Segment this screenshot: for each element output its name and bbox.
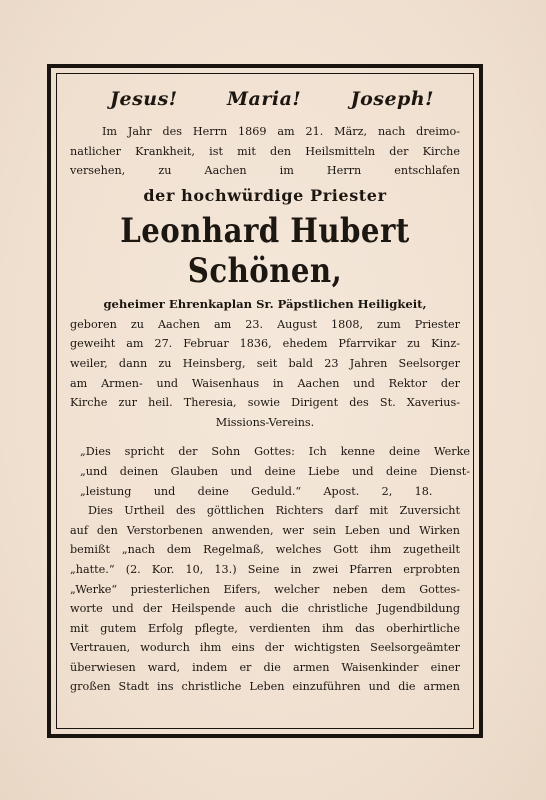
quote-line: „leistung und deine Geduld.“ Apost. 2, 18. [80,484,433,498]
eulogy-line: großen Stadt ins christliche Leben einzuführen und die armen [70,680,460,694]
invocation-jesus: Jesus! [110,88,178,110]
eulogy-line: auf den Verstorbenen anwenden, wer sein Leben und Wirken [70,523,460,537]
invocation-maria: Maria! [227,88,302,110]
deceased-name: Leonhard Hubert Schönen, [120,210,410,291]
quote-line: „und deinen Glauben und deine Liebe und deine Dienst- [80,464,470,478]
eulogy-paragraph [70,501,460,697]
intro-paragraph [70,122,460,181]
scripture-quote [70,442,470,501]
card-content [70,86,470,697]
eulogy-line: überwiesen ward, indem er die armen Waisenkinder einer [70,660,460,674]
eulogy-line: bemißt „nach dem Regelmaß, welches Gott ihm zugetheilt [70,543,460,557]
intro-line: versehen, zu Aachen im Herrn entschlafen [70,164,460,178]
biography-line: geweiht am 27. Februar 1836, ehedem Pfarrvikar zu Kinz- [70,337,460,351]
biography-line: geboren zu Aachen am 23. August 1808, zum Priester [70,317,460,331]
invocation-joseph: Joseph! [350,88,434,110]
biography-paragraph [70,315,460,433]
invocation-heading [70,88,460,110]
biography-line: am Armen- und Waisenhaus in Aachen und Rektor der [70,376,460,390]
eulogy-line: „Werke“ priesterlichen Eifers, welcher neben dem Gottes- [70,582,460,596]
priest-title: der hochwürdige Priester [143,185,387,205]
biography-line: weiler, dann zu Heinsberg, seit bald 23 Jahren Seelsorger [70,356,460,370]
eulogy-line: Vertrauen, wodurch ihm eins der wichtigsten Seelsorgeämter [70,641,460,655]
quote-line: „Dies spricht der Sohn Gottes: Ich kenne deine Werke [80,445,470,459]
honorific-title: geheimer Ehrenkaplan Sr. Päpstlichen Heiligkeit, [103,296,427,311]
intro-line: natlicher Krankheit, ist mit den Heilsmitteln der Kirche [70,144,460,158]
eulogy-line: worte und der Heilspende auch die christliche Jugendbildung [70,602,460,616]
biography-line: Kirche zur heil. Theresia, sowie Dirigent des St. Xaverius- [70,396,460,410]
eulogy-line: mit gutem Erfolg pflegte, verdienten ihm das oberhirtliche [70,621,460,635]
eulogy-line: Dies Urtheil des göttlichen Richters darf mit Zuversicht [88,504,460,518]
eulogy-line: „hatte.“ (2. Kor. 10, 13.) Seine in zwei Pfarren erprobten [70,562,460,576]
intro-line: Im Jahr des Herrn 1869 am 21. März, nach dreimo- [102,125,460,138]
biography-line: Missions-Vereins. [215,415,315,429]
